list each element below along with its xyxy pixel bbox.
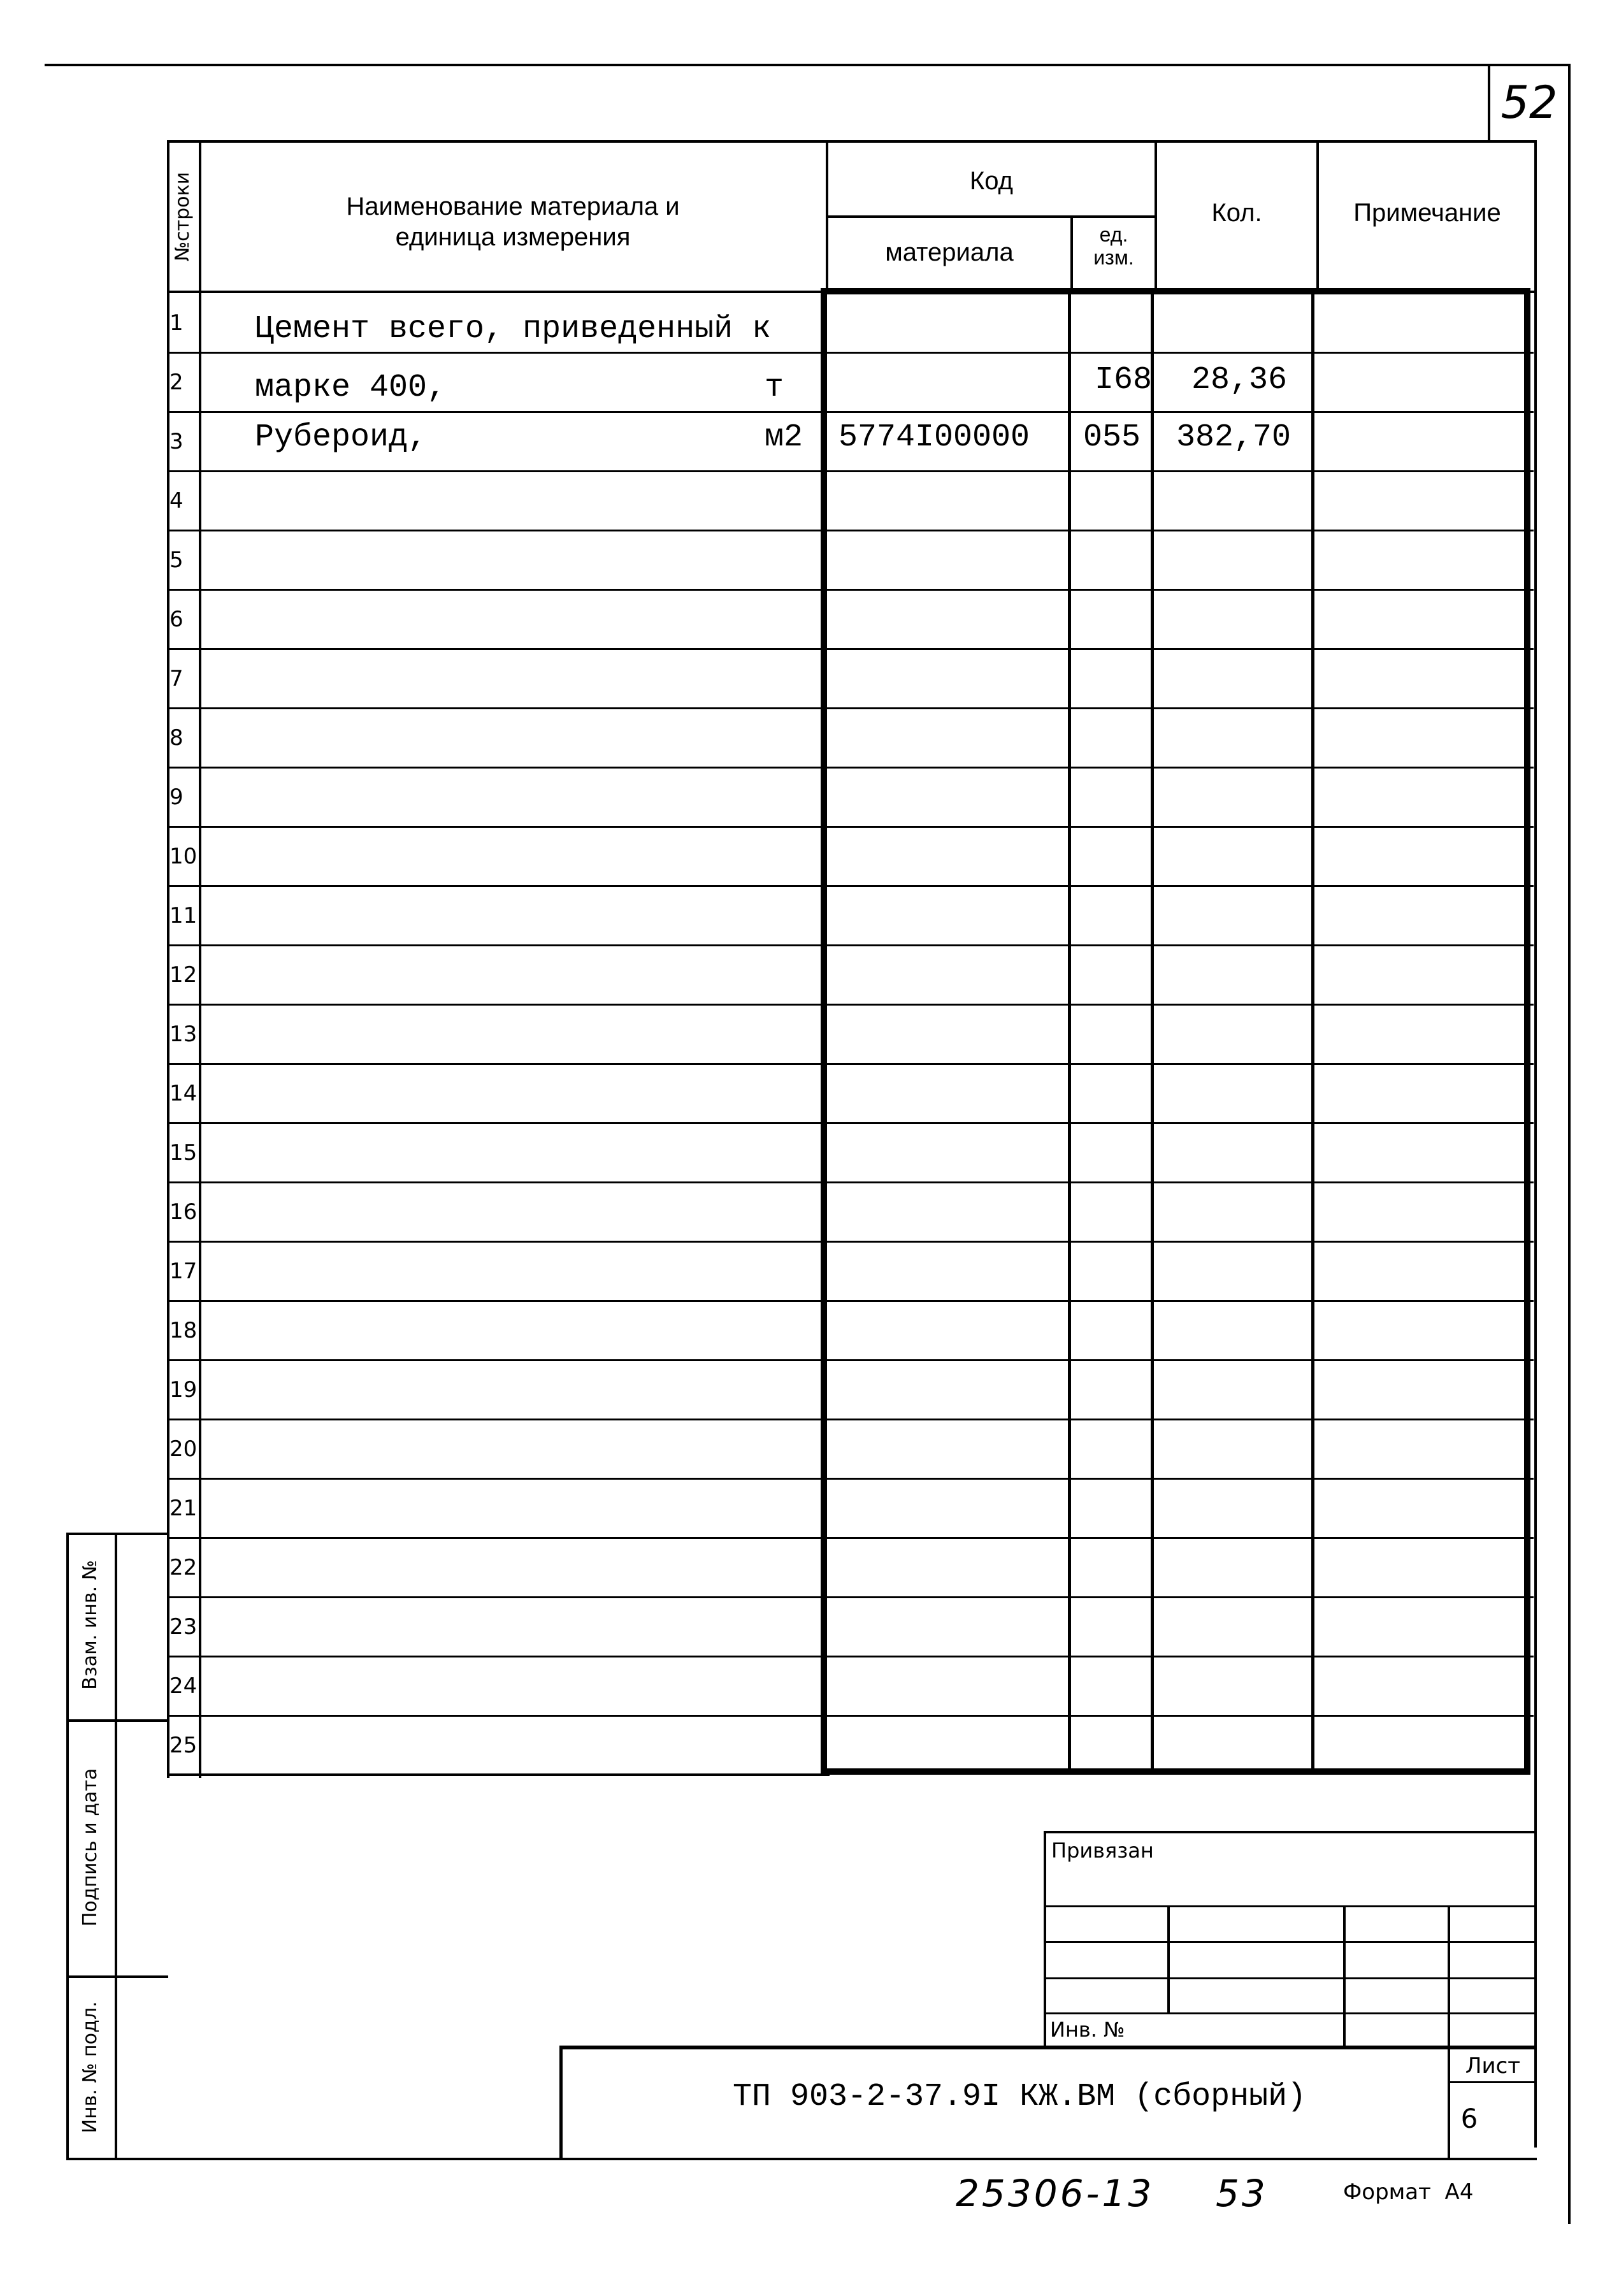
row-number: 13 (169, 1021, 198, 1047)
row2-unit-label: т (765, 370, 784, 406)
row3-unit-label: м2 (765, 419, 803, 456)
row-separator (167, 1241, 1534, 1243)
sheet-number-box-left (1488, 64, 1490, 140)
header-code-unit: ед. изм. (1093, 223, 1134, 269)
row-separator (167, 470, 1534, 472)
header-code-group: Код (969, 167, 1013, 195)
footer-page-number: 53 (1216, 2172, 1268, 2215)
row-number: 2 (169, 369, 183, 395)
sheet-number-top: 52 (1500, 76, 1558, 129)
row-number: 15 (169, 1139, 198, 1166)
row-separator (167, 1596, 1534, 1598)
row-separator (167, 1004, 1534, 1006)
list-label: Лист (1465, 2053, 1521, 2079)
title-grid-h1 (1044, 1905, 1537, 1907)
designation-left-line (559, 2046, 563, 2160)
row-separator (167, 648, 1534, 650)
row-number: 6 (169, 606, 183, 632)
row-number: 1 (169, 310, 183, 336)
row-separator (167, 944, 1534, 946)
row-separator (167, 885, 1534, 887)
row2-qty: 28,36 (1191, 362, 1288, 398)
row3-material-code: 5774I00000 (838, 419, 1030, 456)
row1-name: Цемент всего, приведенный к (255, 311, 772, 347)
designation-text: ТП 903-2-37.9I КЖ.ВМ (сборный) (733, 2079, 1307, 2115)
title-grid-v1 (1167, 1905, 1170, 2014)
code-subheader-line (826, 215, 1157, 218)
row3-qty: 382,70 (1176, 419, 1292, 456)
sheet-number-box-right (1568, 64, 1571, 2224)
row-number: 22 (169, 1554, 198, 1580)
body-divider-qty (1311, 293, 1314, 1775)
side-stamp-div1 (66, 1719, 168, 1722)
title-grid-h3 (1044, 1977, 1537, 1979)
row-number: 25 (169, 1732, 198, 1758)
row2-name: марке 400, (255, 370, 447, 406)
title-grid-h2 (1044, 1941, 1537, 1943)
row-separator (167, 1478, 1534, 1480)
row-number: 11 (169, 902, 198, 928)
row-separator (167, 1359, 1534, 1361)
row-number: 17 (169, 1258, 198, 1284)
header-line-no: №строки (171, 171, 194, 262)
col-divider-linenum (199, 140, 201, 1778)
row-number: 24 (169, 1673, 198, 1699)
side-stamp-left (66, 1533, 69, 2160)
row-separator (167, 1656, 1534, 1657)
row-separator (167, 1181, 1534, 1183)
row-separator (167, 1122, 1534, 1124)
row-separator (167, 826, 1534, 828)
row-separator (167, 1537, 1534, 1539)
row-number: 19 (169, 1376, 198, 1403)
header-note: Примечание (1353, 199, 1501, 227)
header-name: Наименование материала и единица измерения (346, 192, 680, 251)
row-number: 8 (169, 725, 183, 751)
designation-top-line (559, 2046, 1537, 2049)
row-separator (167, 767, 1534, 769)
row-number: 9 (169, 784, 183, 810)
row-separator (167, 1715, 1534, 1717)
title-grid-h4 (1044, 2012, 1537, 2014)
body-thick-frame (821, 288, 1530, 1775)
row3-name: Рубероид, (255, 419, 428, 456)
privyazan-label: Привязан (1051, 1838, 1154, 1863)
row-separator (167, 352, 1534, 354)
side-stamp-mid (115, 1533, 117, 2160)
row-number: 14 (169, 1080, 198, 1106)
top-rule (45, 64, 1571, 66)
side-vzam-inv: Взам. инв. № (79, 1560, 101, 1690)
row-separator (167, 707, 1534, 709)
row-number: 5 (169, 547, 183, 573)
title-block-top (1044, 1831, 1537, 1833)
body-divider-material (1068, 293, 1071, 1775)
row-number: 21 (169, 1495, 198, 1521)
row-number: 20 (169, 1436, 198, 1462)
inv-no-label: Инв. № (1050, 2018, 1125, 2042)
header-qty: Кол. (1211, 199, 1262, 227)
title-grid-v2 (1343, 1905, 1346, 2047)
row-separator (167, 1419, 1534, 1420)
row-number: 12 (169, 962, 198, 988)
frame-bottom-line (66, 2158, 1537, 2160)
row-separator (167, 411, 1534, 413)
row-number: 18 (169, 1317, 198, 1343)
frame-right-border (1534, 140, 1537, 2148)
row-number: 4 (169, 487, 183, 514)
format-label: Формат А4 (1343, 2179, 1474, 2205)
row-separator (167, 589, 1534, 591)
side-inv-podl: Инв. № подл. (79, 2001, 101, 2134)
row-separator (167, 530, 1534, 531)
row-number: 7 (169, 665, 183, 691)
row-number: 10 (169, 843, 198, 869)
row-separator (167, 1300, 1534, 1302)
header-code-material: материала (885, 238, 1014, 266)
list-value: 6 (1460, 2103, 1478, 2134)
title-block-left (1044, 1831, 1046, 2047)
row2-unit-code: I68 (1095, 362, 1153, 398)
row-separator (167, 1063, 1534, 1065)
row-number: 3 (169, 428, 183, 454)
table-top-border (167, 140, 1537, 143)
list-divider (1448, 2081, 1537, 2083)
table-bottom-line (167, 1773, 830, 1776)
row-number: 23 (169, 1614, 198, 1640)
archive-number: 25306-13 (956, 2172, 1155, 2215)
row-number: 16 (169, 1199, 198, 1225)
row3-unit-code: 055 (1083, 419, 1141, 456)
body-divider-unit (1151, 293, 1154, 1775)
side-podpis-data: Подпись и дата (79, 1768, 101, 1927)
